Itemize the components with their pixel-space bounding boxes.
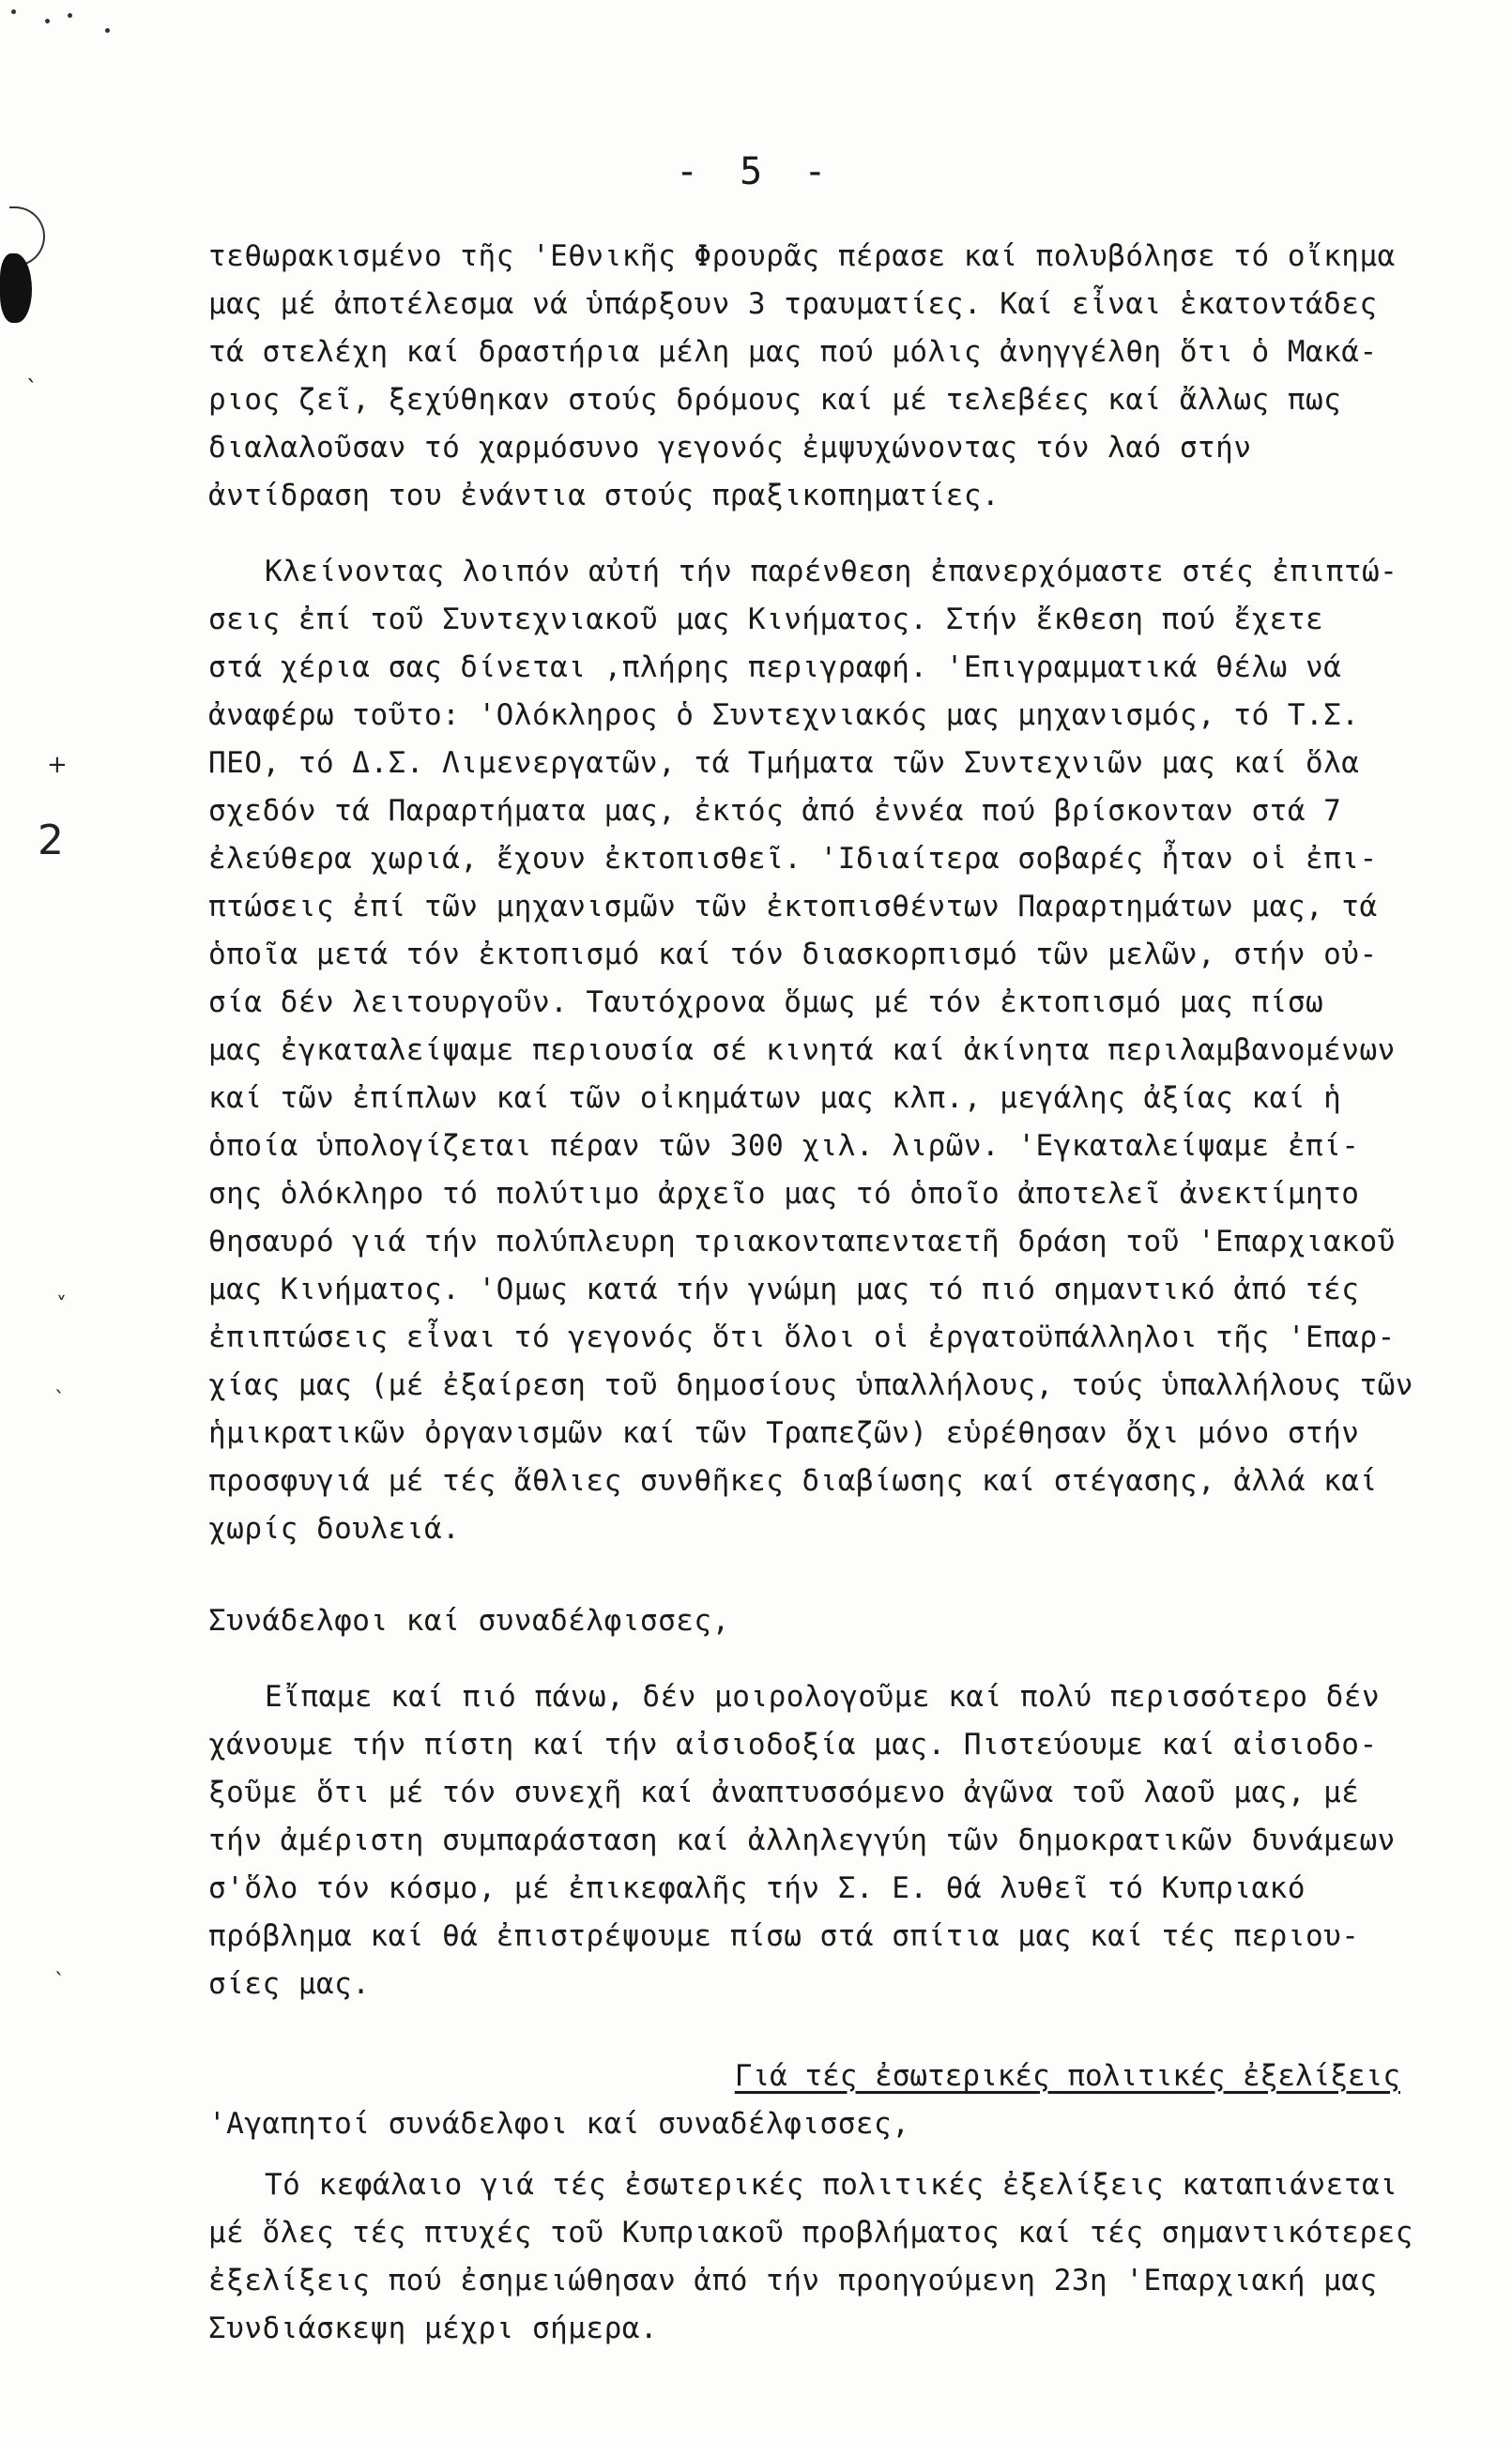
text-line: μας Κινήματος. 'Ομως κατά τήν γνώμη μας τό πιό σημαντικό ἀπό τές (208, 1273, 1360, 1306)
text-line: πρόβλημα καί θά ἐπιστρέψουμε πίσω στά σπίτια μας καί τές περιου- (208, 1919, 1360, 1953)
text-line: τήν ἀμέριστη συμπαράσταση καί ἀλληλεγγύη τῶν δημοκρατικῶν δυνάμεων (208, 1824, 1396, 1857)
text-line: ἐξελίξεις πού ἐσημειώθησαν ἀπό τήν προηγούμενη 23η 'Επαρχιακή μας (208, 2264, 1378, 2297)
margin-handwritten-mark: 2 (38, 817, 64, 864)
text-line: χίας μας (μέ ἐξαίρεση τοῦ δημοσίους ὑπαλλήλους, τούς ὑπαλλήλους τῶν (208, 1368, 1413, 1402)
paragraph-1 (208, 233, 1475, 520)
margin-tick-mark: ˎ (26, 357, 38, 383)
text-line: σ'ὅλο τόν κόσμο, μέ ἐπικεφαλῆς τήν Σ. Ε. θά λυθεῖ τό Κυπριακό (208, 1871, 1306, 1905)
margin-speck (68, 13, 72, 18)
text-line: μας μέ ἀποτέλεσμα νά ὑπάρξουν 3 τραυματίες. Καί εἶναι ἑκατοντάδες (208, 287, 1378, 321)
paragraph-3 (208, 1673, 1475, 2008)
text-line: σης ὁλόκληρο τό πολύτιμο ἀρχεῖο μας τό ὁποῖο ἀποτελεῖ ἀνεκτίμητο (208, 1177, 1360, 1211)
text-line: χωρίς δουλειά. (208, 1512, 461, 1546)
text-line: ἀναφέρω τοῦτο: 'Ολόκληρος ὁ Συντεχνιακός μας μηχανισμός, τό Τ.Σ. (208, 698, 1360, 732)
text-line: ἡμικρατικῶν ὀργανισμῶν καί τῶν Τραπεζῶν) εὑρέθησαν ὄχι μόνο στήν (208, 1416, 1360, 1450)
margin-tick-mark: ˬ (56, 1276, 67, 1300)
text-line: ἀντίδραση του ἐνάντια στούς πραξικοπηματίες. (208, 479, 1000, 512)
page-number: - 5 - (676, 150, 836, 193)
salutation: Συνάδελφοι καί συναδέλφισσες, (208, 1604, 730, 1638)
section-heading: Γιά τές ἐσωτερικές πολιτικές ἐξελίξεις (734, 2059, 1400, 2093)
margin-plus-mark: + (47, 751, 68, 779)
margin-speck (105, 28, 110, 33)
margin-speck (45, 19, 50, 23)
text-line: ἐλεύθερα χωριά, ἔχουν ἐκτοπισθεῖ. 'Ιδιαίτερα σοβαρές ἦταν οἱ ἐπι- (208, 842, 1378, 876)
text-line: ὁποία ὑπολογίζεται πέραν τῶν 300 χιλ. λιρῶν. 'Εγκαταλείψαμε ἐπί- (208, 1129, 1360, 1163)
margin-tick-mark: ˎ (54, 1952, 65, 1976)
text-line: Κλείνοντας λοιπόν αὐτή τήν παρένθεση ἐπανερχόμαστε στές ἐπιπτώ- (265, 555, 1398, 588)
text-line: στά χέρια σας δίνεται ,πλήρης περιγραφή. 'Επιγραμματικά θέλω νά (208, 650, 1342, 684)
text-line: ξοῦμε ὅτι μέ τόν συνεχῆ καί ἀναπτυσσόμενο ἀγῶνα τοῦ λαοῦ μας, μέ (208, 1776, 1360, 1809)
text-line: θησαυρό γιά τήν πολύπλευρη τριακονταπενταετῆ δράση τοῦ 'Επαρχιακοῦ (208, 1225, 1396, 1259)
text-line: Εἴπαμε καί πιό πάνω, δέν μοιρολογοῦμε καί πολύ περισσότερο δέν (265, 1680, 1381, 1714)
text-line: ΠΕΟ, τό Δ.Σ. Λιμενεργατῶν, τά Τμήματα τῶν Συντεχνιῶν μας καί ὅλα (208, 746, 1360, 780)
paragraph-4 (208, 2161, 1475, 2353)
text-line: σίες μας. (208, 1967, 371, 2001)
text-line: Συνδιάσκεψη μέχρι σήμερα. (208, 2312, 659, 2345)
margin-ink-blot (0, 253, 32, 323)
text-line: διαλαλοῦσαν τό χαρμόσυνο γεγονός ἐμψυχώνοντας τόν λαό στήν (208, 431, 1252, 465)
salutation: 'Αγαπητοί συνάδελφοι καί συναδέλφισσες, (208, 2107, 910, 2141)
document-body (208, 233, 1475, 2353)
text-line: προσφυγιά μέ τές ἄθλιες συνθῆκες διαβίωσης καί στέγασης, ἀλλά καί (208, 1464, 1378, 1498)
text-line: πτώσεις ἐπί τῶν μηχανισμῶν τῶν ἐκτοπισθέντων Παραρτημάτων μας, τά (208, 890, 1378, 923)
text-line: μας ἐγκαταλείψαμε περιουσία σέ κινητά καί ἀκίνητα περιλαμβανομένων (208, 1033, 1396, 1067)
margin-tick-mark: ˎ (54, 1370, 65, 1394)
paragraph-2 (208, 548, 1475, 1553)
text-line: μέ ὅλες τές πτυχές τοῦ Κυπριακοῦ προβλήματος καί τές σημαντικότερες (208, 2216, 1413, 2250)
margin-speck (11, 9, 16, 14)
text-line: ὁποῖα μετά τόν ἐκτοπισμό καί τόν διασκορπισμό τῶν μελῶν, στήν οὐ- (208, 938, 1378, 971)
text-line: χάνουμε τήν πίστη καί τήν αἰσιοδοξία μας. Πιστεύουμε καί αἰσιοδο- (208, 1728, 1378, 1762)
text-line: τεθωρακισμένο τῆς 'Εθνικῆς Φρουρᾶς πέρασε καί πολυβόλησε τό οἴκημα (208, 239, 1396, 273)
text-line: ἐπιπτώσεις εἶναι τό γεγονός ὅτι ὅλοι οἱ ἐργατοϋπάλληλοι τῆς 'Επαρ- (208, 1320, 1396, 1354)
text-line: Τό κεφάλαιο γιά τές ἐσωτερικές πολιτικές ἐξελίξεις καταπιάνεται (265, 2168, 1398, 2202)
text-line: σχεδόν τά Παραρτήματα μας, ἐκτός ἀπό ἐννέα πού βρίσκονταν στά 7 (208, 794, 1342, 828)
text-line: καί τῶν ἐπίπλων καί τῶν οἰκημάτων μας κλπ., μεγάλης ἀξίας καί ἡ (208, 1081, 1342, 1115)
text-line: σεις ἐπί τοῦ Συντεχνιακοῦ μας Κινήματος. Στήν ἔκθεση πού ἔχετε (208, 603, 1324, 636)
text-line: τά στελέχη καί δραστήρια μέλη μας πού μόλις ἀνηγγέλθη ὅτι ὁ Μακά- (208, 335, 1378, 369)
text-line: σία δέν λειτουργοῦν. Ταυτόχρονα ὅμως μέ τόν ἐκτοπισμό μας πίσω (208, 985, 1324, 1019)
text-line: ριος ζεῖ, ξεχύθηκαν στούς δρόμους καί μέ τελεβέες καί ἄλλως πως (208, 383, 1342, 417)
